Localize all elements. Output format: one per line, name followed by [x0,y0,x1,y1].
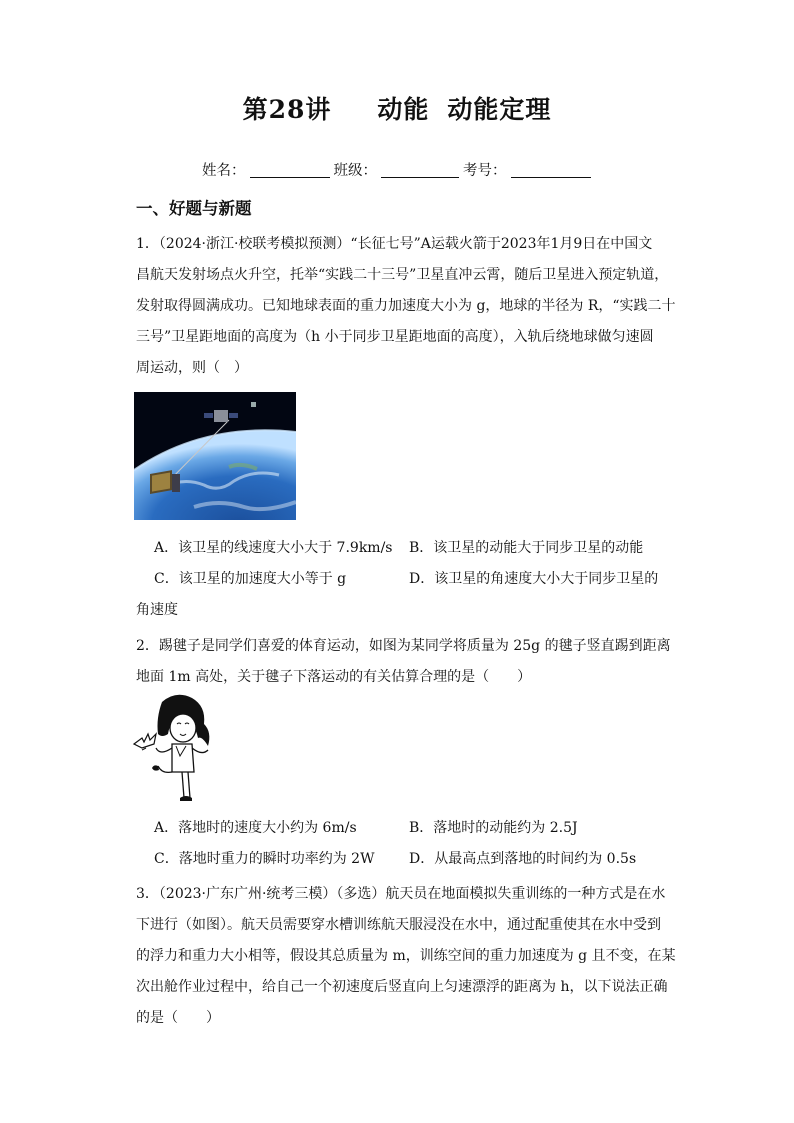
q2-option-b[interactable]: B．落地时的动能约为 2.5J [409,820,578,836]
question-3-line: 次出舱作业过程中，给自己一个初速度后竖直向上匀速漂浮的距离为 h，以下说法正确 [136,979,668,995]
topic-kinetic-energy: 动能 [377,95,430,124]
question-3-line: 的浮力和重力大小相等，假设其总质量为 m，训练空间的重力加速度为 g 且不变，在某 [136,948,676,964]
exam-number-label: 考号： [463,163,507,179]
exam-number-blank[interactable] [511,163,591,178]
q1-option-d[interactable]: D．该卫星的角速度大小大于同步卫星的 [409,571,659,587]
q1-option-a[interactable]: A．该卫星的线速度大小大于 7.9km/s [154,540,393,556]
name-label: 姓名： [202,163,246,179]
question-1-line: 昌航天发射场点火升空，托举“实践二十三号”卫星直冲云霄，随后卫星进入预定轨道， [136,267,669,283]
question-1-line: 1．（2024·浙江·校联考模拟预测）“长征七号”A运载火箭于2023年1月9日在中国文 [136,236,653,252]
section-heading: 一、好题与新题 [136,199,252,218]
question-1-line: 周运动，则（ ） [136,360,248,376]
q1-option-d-cont: 角速度 [136,602,178,618]
question-1-line: 发射取得圆满成功。已知地球表面的重力加速度大小为 g，地球的半径为 R，“实践二十 [136,298,676,314]
q2-option-c[interactable]: C．落地时重力的瞬时功率约为 2W [154,851,375,867]
name-blank[interactable] [250,163,330,178]
question-3-line: 下进行（如图）。航天员需要穿水槽训练航天服浸没在水中，通过配重使其在水中受到 [136,917,661,933]
question-1-line: 三号”卫星距地面的高度为（h 小于同步卫星距地面的高度），入轨后绕地球做匀速圆 [136,329,654,345]
topic-theorem: 动能定理 [447,95,552,124]
page-title [0,90,794,126]
question-2-line: 2．踢毽子是同学们喜爱的体育运动，如图为某同学将质量为 25g 的毽子竖直踢到距离 [136,638,671,654]
class-label: 班级： [333,163,377,179]
question-1 [136,229,676,384]
shuttlecock-kicking-girl-image [132,690,220,805]
class-blank[interactable] [381,163,459,178]
lecture-number: 第28讲 [242,95,332,124]
question-3-line: 3．（2023·广东广州·统考三模）（多选）航天员在地面模拟失重训练的一种方式是在水 [136,886,666,902]
question-2 [136,631,671,693]
question-3-line: 的是（ ） [136,1010,220,1026]
question-2-line: 地面 1m 高处，关于毽子下落运动的有关估算合理的是（ ） [136,669,532,685]
q2-option-d[interactable]: D．从最高点到落地的时间约为 0.5s [409,851,637,867]
question-3 [136,879,676,1034]
q1-option-b[interactable]: B．该卫星的动能大于同步卫星的动能 [409,540,644,556]
satellite-earth-image [134,392,296,520]
q2-option-a[interactable]: A．落地时的速度大小约为 6m/s [154,820,357,836]
student-info-row [202,159,595,180]
q1-option-c[interactable]: C．该卫星的加速度大小等于 g [154,571,347,587]
